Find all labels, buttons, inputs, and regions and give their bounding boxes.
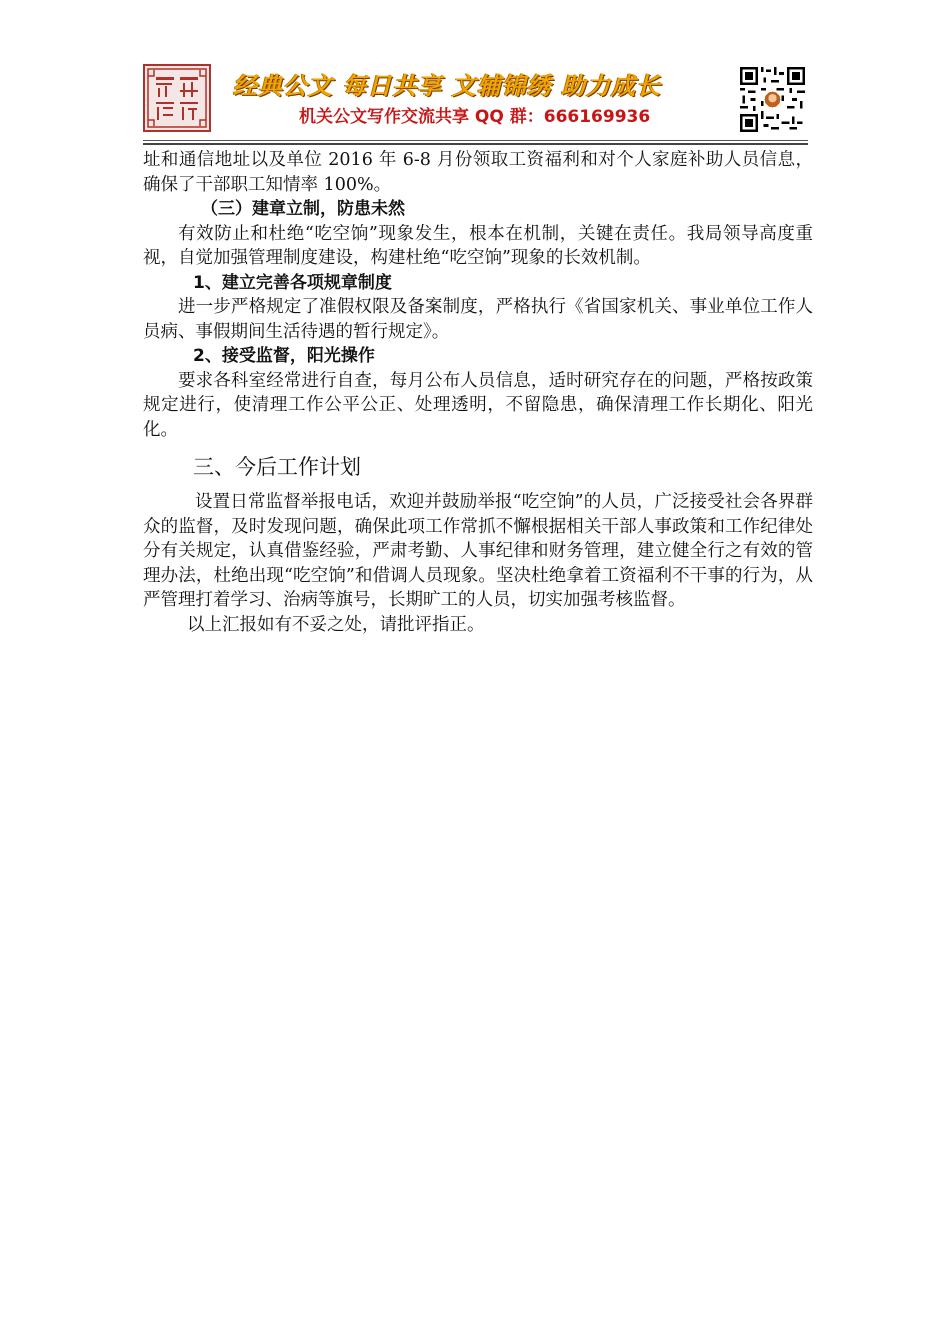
document-body <box>143 148 813 637</box>
subheading: 2、接受监督，阳光操作 <box>193 346 375 366</box>
seal-logo <box>143 64 211 132</box>
closing-paragraph: 以上汇报如有不妥之处，请批评指正。 <box>187 614 485 635</box>
header-rule-thin <box>143 140 808 141</box>
qq-group-line: 机关公文写作交流共享 QQ 群：666169936 <box>299 107 651 127</box>
header-rule-thick <box>143 143 808 145</box>
qr-code-icon <box>740 67 805 132</box>
paragraph: 址和通信地址以及单位 2016 年 6-8 月份领取工资福利和对个人家庭补助人员信息，确保了干部职工知情率 100%。 <box>143 150 813 195</box>
paragraph: 设置日常监督举报电话，欢迎并鼓励举报“吃空饷”的人员，广泛接受社会各界群众的监督，及时发现问题，确保此项工作常抓不懈根据相关干部人事政策和工作纪律处分有关规定，认真借鉴经验，严肃考勤、人事纪律和财务管理，建立健全行之有效的管理办法，杜绝出现“吃空饷”和借调人员现象。坚决杜绝拿着工资福利不干事的行为，从严管理打着学习、治病等旗号，长期旷工的人员，切实加强考核监督。 <box>143 492 813 610</box>
slogan: 经典公文 每日共享 文辅锦绣 助力成长 <box>233 72 662 100</box>
subheading: 1、建立完善各项规章制度 <box>193 272 392 293</box>
paragraph: 有效防止和杜绝“吃空饷”现象发生，根本在机制，关键在责任。我局领导高度重视，自觉加强管理制度建设，构建杜绝“吃空饷”现象的长效机制。 <box>143 223 813 268</box>
paragraph: 进一步严格规定了准假权限及备案制度，严格执行《省国家机关、事业单位工作人员病、事假期间生活待遇的暂行规定》。 <box>143 297 813 342</box>
header-banner <box>143 62 808 135</box>
paragraph: 要求各科室经常进行自查，每月公布人员信息，适时研究存在的问题，严格按政策规定进行，使清理工作公平公正、处理透明，不留隐患，确保清理工作长期化、阳光化。 <box>143 370 813 440</box>
subheading: （三）建章立制，防患未然 <box>201 199 405 219</box>
section-heading: 三、今后工作计划 <box>193 455 361 479</box>
